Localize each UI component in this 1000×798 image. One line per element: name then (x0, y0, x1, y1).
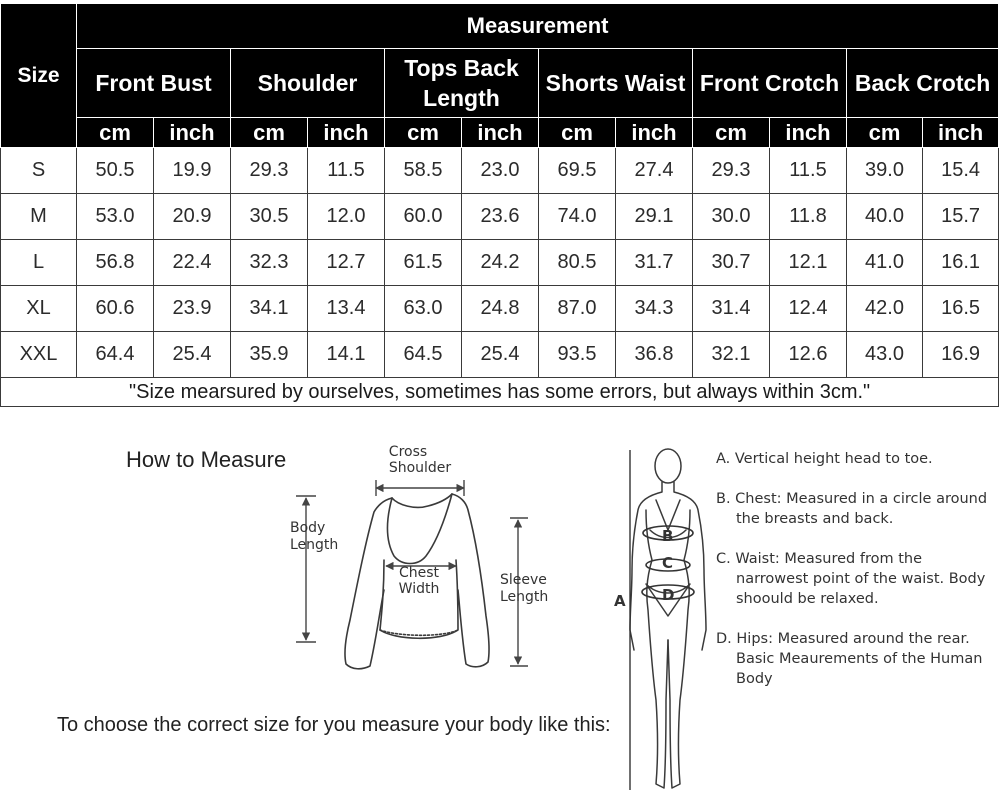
value-cell: 56.8 (77, 240, 154, 286)
value-cell: 53.0 (77, 194, 154, 240)
value-cell: 58.5 (385, 148, 462, 194)
value-cell: 60.6 (77, 286, 154, 332)
group-header-tops-back-length: Tops Back Length (385, 49, 539, 118)
value-cell: 12.0 (308, 194, 385, 240)
measurement-header: Measurement (77, 4, 999, 49)
value-cell: 31.4 (693, 286, 770, 332)
value-cell: 24.2 (462, 240, 539, 286)
value-cell: 24.8 (462, 286, 539, 332)
value-cell: 25.4 (154, 332, 231, 378)
unit-header: cm (77, 118, 154, 148)
table-row (1, 286, 999, 332)
label-cross-shoulder-2: Shoulder (388, 460, 452, 476)
value-cell: 64.4 (77, 332, 154, 378)
value-cell: 30.5 (231, 194, 308, 240)
value-cell: 25.4 (462, 332, 539, 378)
label-cross-shoulder-1: Cross (388, 444, 428, 460)
legend-item-d: D. Hips: Measured around the rear. Basic Meaurements of the Human Body (716, 631, 983, 687)
group-header-shoulder: Shoulder (231, 49, 385, 118)
unit-header: cm (847, 118, 923, 148)
unit-header: inch (154, 118, 231, 148)
legend-item-c: C. Waist: Measured from the narrowest point of the waist. Body shoould be relaxed. (716, 551, 986, 607)
value-cell: 15.7 (923, 194, 999, 240)
legend-item-a: A. Vertical height head to toe. (716, 451, 933, 467)
label-sleeve-length-1: Sleeve (500, 572, 547, 588)
table-row (1, 240, 999, 286)
value-cell: 61.5 (385, 240, 462, 286)
value-cell: 30.7 (693, 240, 770, 286)
table-body (1, 148, 999, 378)
value-cell: 15.4 (923, 148, 999, 194)
value-cell: 22.4 (154, 240, 231, 286)
size-cell: M (1, 194, 77, 240)
value-cell: 43.0 (847, 332, 923, 378)
value-cell: 50.5 (77, 148, 154, 194)
value-cell: 12.1 (770, 240, 847, 286)
value-cell: 40.0 (847, 194, 923, 240)
label-body-length-2: Length (290, 537, 339, 553)
unit-header: inch (770, 118, 847, 148)
measurement-note: "Size mearsured by ourselves, sometimes has some errors, but always within 3cm." (1, 378, 999, 407)
value-cell: 42.0 (847, 286, 923, 332)
label-sleeve-length-2: Length (500, 589, 549, 605)
value-cell: 34.1 (231, 286, 308, 332)
value-cell: 64.5 (385, 332, 462, 378)
table-row (1, 332, 999, 378)
unit-header: cm (231, 118, 308, 148)
size-cell: S (1, 148, 77, 194)
value-cell: 69.5 (539, 148, 616, 194)
unit-header: inch (923, 118, 999, 148)
group-header-front-crotch: Front Crotch (693, 49, 847, 118)
value-cell: 80.5 (539, 240, 616, 286)
value-cell: 19.9 (154, 148, 231, 194)
value-cell: 23.6 (462, 194, 539, 240)
size-chart-table (0, 3, 999, 407)
value-cell: 63.0 (385, 286, 462, 332)
label-chest-width-1: Chest (398, 565, 440, 581)
value-cell: 20.9 (154, 194, 231, 240)
table-row (1, 148, 999, 194)
value-cell: 93.5 (539, 332, 616, 378)
value-cell: 16.9 (923, 332, 999, 378)
value-cell: 11.8 (770, 194, 847, 240)
group-header-shorts-waist: Shorts Waist (539, 49, 693, 118)
value-cell: 35.9 (231, 332, 308, 378)
unit-header: inch (462, 118, 539, 148)
value-cell: 87.0 (539, 286, 616, 332)
unit-header: cm (693, 118, 770, 148)
group-header-front-bust: Front Bust (77, 49, 231, 118)
size-header: Size (1, 4, 77, 148)
value-cell: 12.4 (770, 286, 847, 332)
legend-item-b: B. Chest: Measured in a circle around the breasts and back. (716, 491, 988, 527)
value-cell: 14.1 (308, 332, 385, 378)
unit-header: inch (616, 118, 693, 148)
value-cell: 16.1 (923, 240, 999, 286)
measure-instruction: To choose the correct size for you measure your body like this: (57, 714, 611, 736)
value-cell: 16.5 (923, 286, 999, 332)
value-cell: 27.4 (616, 148, 693, 194)
value-cell: 30.0 (693, 194, 770, 240)
value-cell: 11.5 (308, 148, 385, 194)
unit-header: cm (385, 118, 462, 148)
value-cell: 32.3 (231, 240, 308, 286)
unit-header: cm (539, 118, 616, 148)
body-letter-d: D (662, 586, 675, 604)
value-cell: 34.3 (616, 286, 693, 332)
value-cell: 12.7 (308, 240, 385, 286)
body-figure (630, 449, 706, 788)
body-letter-b: B (662, 527, 674, 545)
value-cell: 23.0 (462, 148, 539, 194)
group-header-back-crotch: Back Crotch (847, 49, 999, 118)
label-body-length-1: Body (290, 520, 326, 536)
value-cell: 23.9 (154, 286, 231, 332)
size-cell: XL (1, 286, 77, 332)
value-cell: 12.6 (770, 332, 847, 378)
value-cell: 29.3 (693, 148, 770, 194)
size-cell: XXL (1, 332, 77, 378)
measurement-legend (716, 449, 996, 689)
unit-header: inch (308, 118, 385, 148)
value-cell: 11.5 (770, 148, 847, 194)
value-cell: 60.0 (385, 194, 462, 240)
value-cell: 41.0 (847, 240, 923, 286)
value-cell: 31.7 (616, 240, 693, 286)
table-row (1, 194, 999, 240)
value-cell: 74.0 (539, 194, 616, 240)
value-cell: 36.8 (616, 332, 693, 378)
how-to-measure-title: How to Measure (126, 447, 287, 472)
value-cell: 32.1 (693, 332, 770, 378)
value-cell: 39.0 (847, 148, 923, 194)
value-cell: 29.1 (616, 194, 693, 240)
label-chest-width-2: Width (398, 581, 440, 597)
value-cell: 29.3 (231, 148, 308, 194)
value-cell: 13.4 (308, 286, 385, 332)
body-letter-a: A (614, 592, 626, 610)
body-letter-c: C (662, 554, 674, 572)
size-cell: L (1, 240, 77, 286)
